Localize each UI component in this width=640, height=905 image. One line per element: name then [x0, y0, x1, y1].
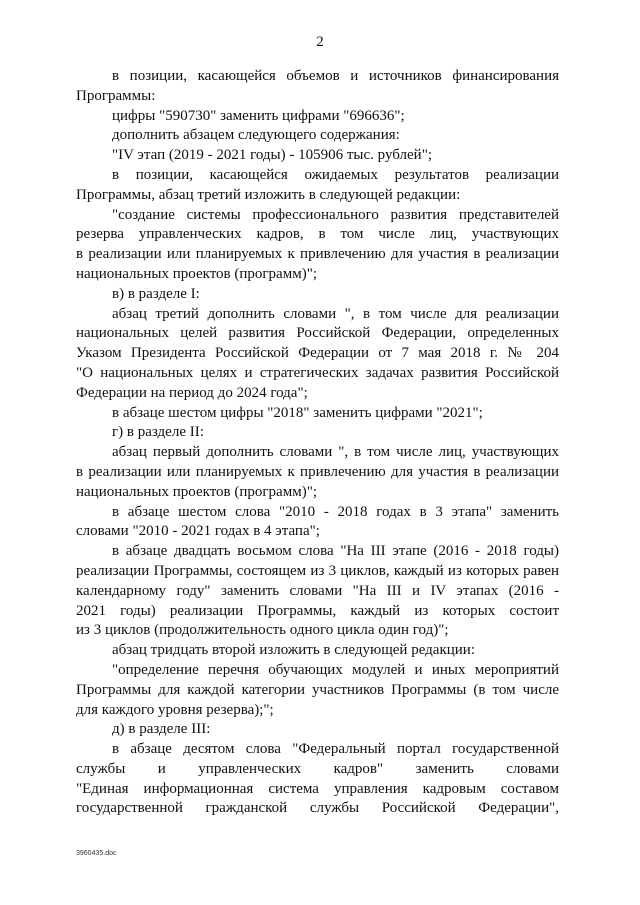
paragraph	[76, 67, 559, 107]
text-line: 2021 годы) реализации Программы, каждый из которых состоит	[76, 602, 559, 619]
text-line: в позиции, касающейся объемов и источников финансирования	[112, 68, 559, 84]
text-line: национальных проектов (программ)";	[76, 265, 317, 282]
text-line: в реализации или планируемых к привлечению для участия в реализации	[76, 246, 559, 263]
text-line: словами "2010 - 2021 годах в 4 этапа";	[76, 523, 320, 540]
text-line: Указом Президента Российской Федерации от 7 мая 2018 г. № 204	[76, 345, 559, 362]
text-line: в абзаце двадцать восьмом слова "На III этапе (2016 - 2018 годы)	[112, 543, 559, 560]
paragraph	[76, 661, 559, 720]
text-line: г) в разделе II:	[112, 424, 204, 441]
paragraph	[76, 404, 559, 424]
paragraph	[76, 285, 559, 305]
paragraph	[76, 443, 559, 502]
text-line: календарному году" заменить словами "На III и IV этапах (2016 -	[76, 582, 559, 599]
text-line: абзац первый дополнить словами ", в том числе лиц, участвующих	[112, 444, 559, 461]
text-line: "определение перечня обучающих модулей и иных мероприятий	[112, 661, 559, 678]
text-line: национальных целей развития Российской Федерации, определенных	[76, 325, 559, 342]
text-line: в абзаце десятом слова "Федеральный портал государственной	[112, 741, 559, 758]
text-line: абзац тридцать второй изложить в следующей редакции:	[112, 642, 475, 659]
text-line: "О национальных целях и стратегических задачах развития Российской	[76, 364, 559, 381]
text-line: в реализации или планируемых к привлечению для участия в реализации	[76, 463, 559, 480]
text-line: "создание системы профессионального развития представителей	[112, 206, 559, 223]
text-line: из 3 циклов (продолжительность одного цикла один год)";	[76, 622, 449, 639]
paragraph	[76, 641, 559, 661]
paragraph	[76, 146, 559, 166]
text-line: дополнить абзацем следующего содержания:	[112, 127, 400, 144]
text-line: "Единая информационная система управления кадровым составом	[76, 780, 559, 797]
paragraph	[76, 305, 559, 404]
paragraph	[76, 166, 559, 206]
document-body	[76, 67, 559, 819]
text-line: цифры "590730" заменить цифрами "696636";	[112, 107, 405, 124]
text-line: в позиции, касающейся ожидаемых результатов реализации	[112, 166, 559, 183]
paragraph	[76, 423, 559, 443]
text-line: резерва управленческих кадров, в том числе лиц, участвующих	[76, 226, 559, 243]
paragraph	[76, 126, 559, 146]
text-line: Программы:	[76, 87, 156, 104]
text-line: Программы для каждой категории участников Программы (в том числе	[76, 681, 559, 698]
paragraph	[76, 542, 559, 641]
text-line: Программы, абзац третий изложить в следующей редакции:	[76, 186, 461, 203]
text-line: службы и управленческих кадров" заменить словами	[76, 760, 559, 777]
text-line: реализации Программы, состоящем из 3 циклов, каждый из которых равен	[76, 562, 559, 579]
text-line: в) в разделе I:	[112, 285, 200, 302]
page-number: 2	[316, 34, 324, 50]
text-line: государственной гражданской службы Российской Федерации",	[76, 800, 559, 817]
text-line: абзац третий дополнить словами ", в том числе для реализации	[112, 305, 559, 322]
paragraph	[76, 740, 559, 819]
text-line: Федерации на период до 2024 года";	[76, 384, 308, 401]
text-line: для каждого уровня резерва);";	[76, 701, 274, 718]
text-line: в абзаце шестом слова "2010 - 2018 годах в 3 этапа" заменить	[112, 503, 559, 520]
text-line: д) в разделе III:	[112, 721, 211, 738]
file-name-footer: 3960435.doc	[76, 850, 117, 857]
paragraph	[76, 503, 559, 543]
paragraph	[76, 720, 559, 740]
text-line: в абзаце шестом цифры "2018" заменить цифрами "2021";	[112, 404, 483, 421]
paragraph	[76, 107, 559, 127]
text-line: "IV этап (2019 - 2021 годы) - 105906 тыс. рублей";	[112, 147, 432, 164]
text-line: национальных проектов (программ)";	[76, 483, 317, 500]
paragraph	[76, 206, 559, 285]
